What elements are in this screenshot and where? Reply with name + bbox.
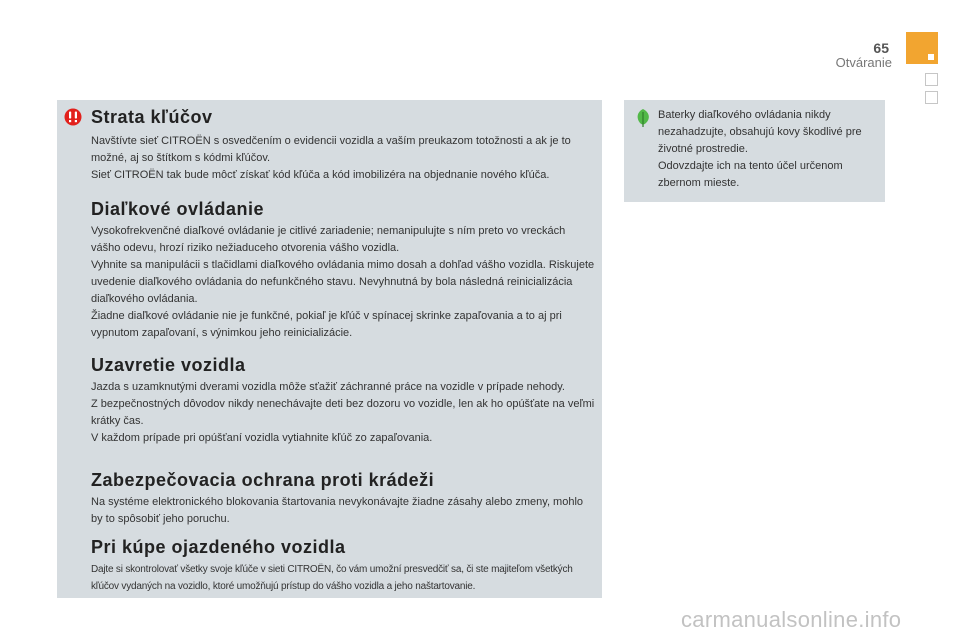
section-title: Diaľkové ovládanie — [91, 199, 265, 219]
tab-marker — [928, 54, 934, 60]
section-title: Uzavretie vozidla — [91, 355, 246, 375]
leaf-icon — [634, 108, 652, 128]
chapter-tab-active[interactable] — [906, 32, 938, 64]
section-text: Sieť CITROËN tak bude môcť získať kód kľúča a kód imobilizéra na objednanie nového kľúča. — [91, 169, 550, 181]
section-text: Dajte si skontrolovať všetky svoje kľúče v sieti CITROËN, čo vám umožní presvedčiť sa, či ste majiteľom všetkých kľúčov vydaných na vozidlo, ktoré umožňujú prístup do vášho vozidla a jeho naštartovanie. — [91, 564, 573, 592]
main-info-panel — [57, 100, 602, 598]
section-text: Vysokofrekvenčné diaľkové ovládanie je citlivé zariadenie; nemanipulujte s ním preto vo vreckách vášho odevu, hrozí riziko nežiaduceho otvorenia vášho vozidla. — [91, 225, 566, 254]
chapter-tab[interactable] — [925, 91, 938, 104]
section-text: Navštívte sieť CITROËN s osvedčením o evidencii vozidla a vaším preukazom totožnosti a ak je to možné, aj so štítkom s kódmi kľúčov. — [91, 135, 571, 164]
chapter-tab[interactable] — [925, 73, 938, 86]
section-text: Jazda s uzamknutými dverami vozidla môže sťažiť záchranné práce na vozidle v prípade nehody. — [91, 381, 565, 393]
section-text: Vyhnite sa manipulácii s tlačidlami diaľkového ovládania mimo dosah a dohľad vášho vozidla. Riskujete uvedenie diaľkového ovládania do nefunkčného stavu. Nevyhnutná by bola následná reinicializácia diaľkového ovládania. — [91, 259, 595, 305]
note-text: Baterky diaľkového ovládania nikdy nezahadzujte, obsahujú kovy škodlivé pre životné prostredie. — [658, 109, 862, 155]
section-title: Zabezpečovacia ochrana proti krádeži — [91, 470, 435, 490]
watermark: carmanualsonline.info — [681, 607, 902, 632]
environment-note-panel — [624, 100, 885, 202]
warning-exclamation-icon — [64, 108, 82, 126]
note-text: Odovzdajte ich na tento účel určenom zbernom mieste. — [658, 160, 843, 189]
environment-note-text — [658, 107, 880, 192]
section-text: Z bezpečnostných dôvodov nikdy nenechávajte deti bez dozoru vo vozidle, len ak ho opúšťate na veľmi krátky čas. — [91, 398, 595, 427]
section-title: Strata kľúčov — [91, 107, 213, 127]
section-name: Otváranie — [835, 55, 892, 70]
section-text: Žiadne diaľkové ovládanie nie je funkčné, pokiaľ je kľúč v spínacej skrinke zapaľovania a to aj pri vypnutom zapaľovaní, s výnimkou jeho reinicializácie. — [91, 310, 562, 339]
section-title: Pri kúpe ojazdeného vozidla — [91, 537, 346, 557]
page-number: 65 — [873, 40, 889, 56]
section-text: Na systéme elektronického blokovania štartovania nevykonávajte žiadne zásahy alebo zmeny, mohlo by to spôsobiť jeho poruchu. — [91, 496, 584, 525]
section-text: V každom prípade pri opúšťaní vozidla vytiahnite kľúč zo zapaľovania. — [91, 432, 433, 444]
